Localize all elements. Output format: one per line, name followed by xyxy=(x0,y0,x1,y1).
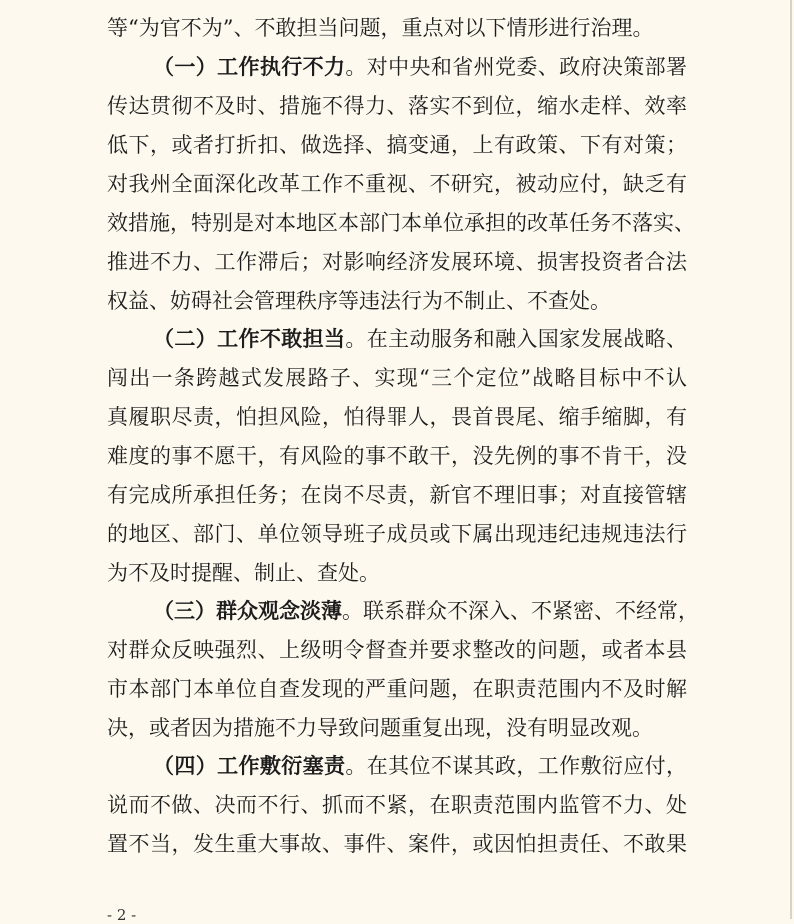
text-span: 低下，或者打折扣、做选择、搞变通，上有政策、下有对策； xyxy=(107,133,687,157)
text-span: 权益、妨碍社会管理秩序等违法行为不制止、不查处。 xyxy=(107,289,611,313)
body-text-line xyxy=(107,359,687,397)
text-span: 传达贯彻不及时、措施不得力、落实不到位，缩水走样、效率 xyxy=(107,94,687,118)
section-heading-2: （二）工作不敢担当 xyxy=(153,326,346,351)
text-span: 真履职尽责，怕担风险，怕得罪人，畏首畏尾、缩手缩脚，有 xyxy=(107,405,687,429)
text-span: 说而不做、决而不行、抓而不紧，在职责范围内监管不力、处 xyxy=(107,793,687,817)
page-number: - 2 - xyxy=(107,906,137,924)
text-span: 市本部门本单位自查发现的严重问题，在职责范围内不及时解 xyxy=(107,677,687,701)
body-text-line xyxy=(107,9,687,47)
text-span: 为不及时提醒、制止、查处。 xyxy=(107,561,380,585)
body-text-line xyxy=(107,476,687,514)
text-span: 推进不力、工作滞后；对影响经济发展环境、损害投资者合法 xyxy=(107,250,687,274)
section-heading-1: （一）工作执行不力 xyxy=(153,54,346,79)
section-heading-line xyxy=(153,320,687,358)
body-text-line xyxy=(107,709,687,747)
text-span: 有完成所承担任务；在岗不尽责，新官不理旧事；对直接管辖 xyxy=(107,483,687,507)
body-text-line xyxy=(107,437,687,475)
section-heading-line xyxy=(153,48,687,86)
text-span: 置不当，发生重大事故、事件、案件，或因怕担责任、不敢果 xyxy=(107,832,687,856)
text-span: 效措施，特别是对本地区本部门本单位承担的改革任务不落实、 xyxy=(107,211,695,235)
body-text-line xyxy=(107,87,687,125)
body-text-line xyxy=(107,515,687,553)
text-span: 。在主动服务和融入国家发展战略、 xyxy=(345,327,687,351)
section-heading-4: （四）工作敷衍塞责 xyxy=(153,753,346,778)
text-span: 难度的事不愿干，有风险的事不敢干，没先例的事不肯干，没 xyxy=(107,444,687,468)
text-span: 对群众反映强烈、上级明令督查并要求整改的问题，或者本县 xyxy=(107,638,687,662)
body-text-line xyxy=(107,825,687,863)
body-text-line xyxy=(107,204,695,242)
body-text-line xyxy=(107,631,687,669)
text-span: 等“为官不为”、不敢担当问题，重点对以下情形进行治理。 xyxy=(107,16,654,40)
text-span: 的地区、部门、单位领导班子成员或下属出现违纪违规违法行 xyxy=(107,522,687,546)
body-text-line xyxy=(107,165,687,203)
page-edge-divider xyxy=(790,0,792,919)
body-text-line xyxy=(107,126,687,164)
text-span: 。在其位不谋其政，工作敷衍应付， xyxy=(345,754,687,778)
text-span: 。对中央和省州党委、政府决策部署 xyxy=(345,55,687,79)
body-text-line xyxy=(107,554,687,592)
body-text-line xyxy=(107,398,687,436)
text-span: 闯出一条跨越式发展路子、实现“三个定位”战略目标中不认 xyxy=(107,366,687,390)
section-heading-3: （三）群众观念淡薄 xyxy=(153,598,342,623)
body-text-line xyxy=(107,786,687,824)
text-span: 对我州全面深化改革工作不重视、不研究，被动应付，缺乏有 xyxy=(107,172,687,196)
body-text-line xyxy=(107,243,687,281)
section-heading-line xyxy=(153,592,699,630)
text-span: 决，或者因为措施不力导致问题重复出现，没有明显改观。 xyxy=(107,716,653,740)
body-text-line xyxy=(107,670,687,708)
section-heading-line xyxy=(153,747,687,785)
text-span: 。联系群众不深入、不紧密、不经常， xyxy=(342,599,699,623)
body-text-line xyxy=(107,282,687,320)
